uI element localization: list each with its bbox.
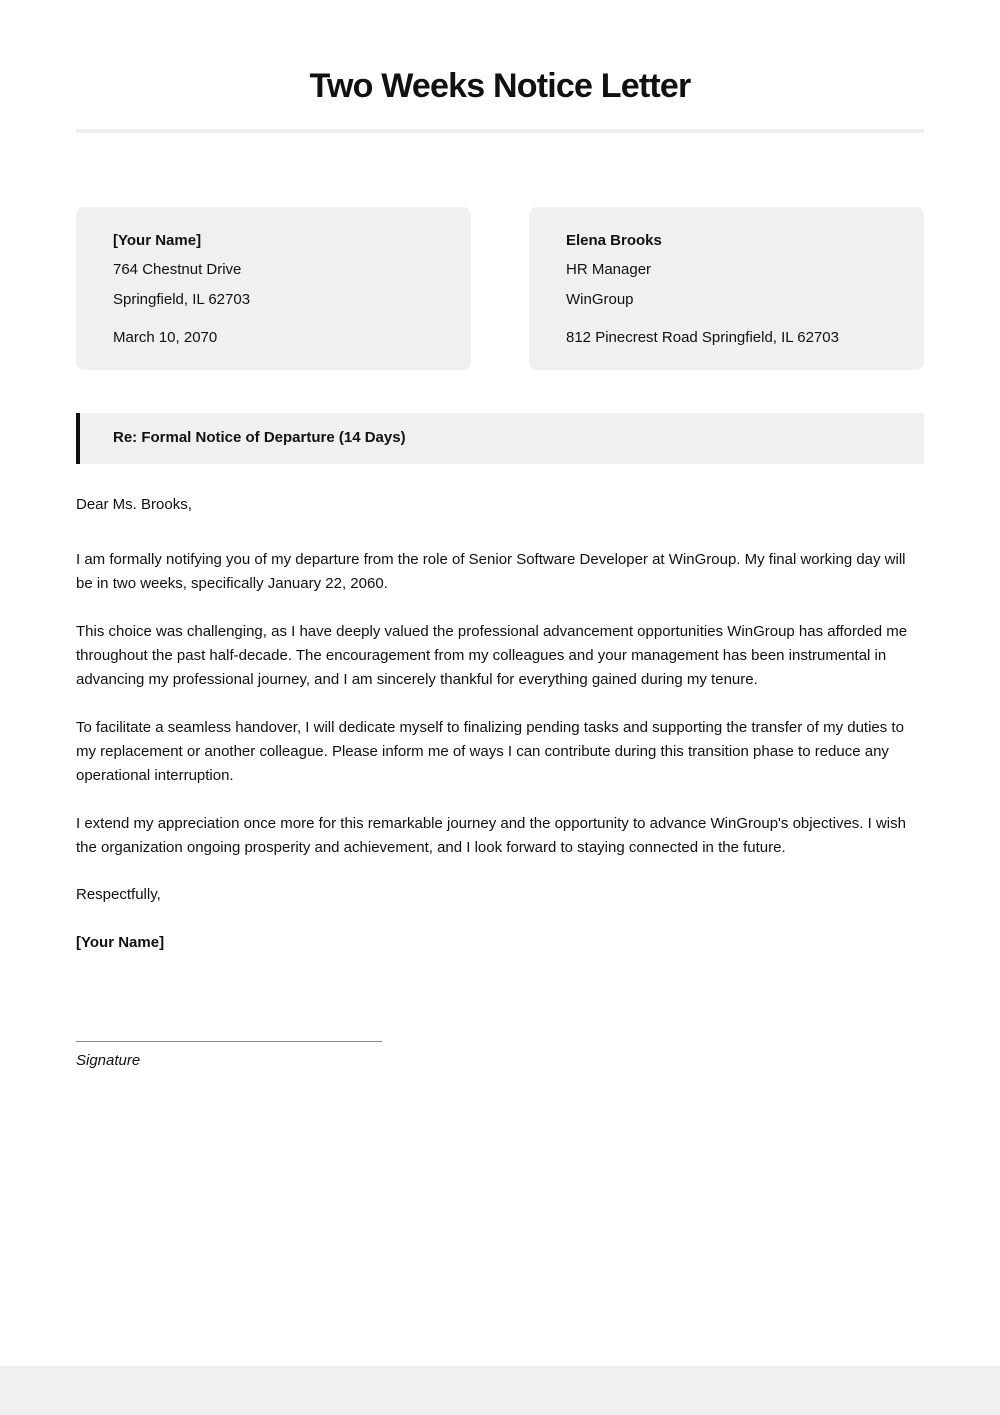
body-paragraph: I am formally notifying you of my departure from the role of Senior Software Developer at WinGroup. My final working day will be in two weeks, specifically January 22, 2060.: [76, 551, 906, 592]
sender-street: 764 Chestnut Drive: [113, 261, 242, 278]
footer-band: [0, 1366, 1000, 1415]
signature-label: Signature: [76, 1052, 141, 1069]
sender-city: Springfield, IL 62703: [113, 291, 251, 308]
body-paragraph: To facilitate a seamless handover, I will dedicate myself to finalizing pending tasks and supporting the transfer of my duties to my replacement or another colleague. Please inform me of ways I can contribute during this transition phase to reduce any operational interruption.: [76, 719, 904, 784]
recipient-info-card: [529, 207, 924, 370]
signature-name: [Your Name]: [76, 934, 165, 951]
body-paragraph: This choice was challenging, as I have deeply valued the professional advancement opportunities WinGroup has afforded me throughout the past half-decade. The encouragement from my colleagues and your management has been instrumental in advancing my professional journey, and I am sincerely thankful for everything gained during my tenure.: [76, 623, 908, 688]
subject-text: Re: Formal Notice of Departure (14 Days): [113, 429, 406, 446]
recipient-name: Elena Brooks: [566, 232, 662, 249]
signature-line: [76, 1041, 382, 1042]
sender-info-card: [76, 207, 471, 370]
body-paragraph: I extend my appreciation once more for this remarkable journey and the opportunity to advance WinGroup's objectives. I wish the organization ongoing prosperity and achievement, and I look forward to staying connected in the future.: [76, 815, 906, 856]
greeting: Dear Ms. Brooks,: [76, 496, 192, 513]
recipient-address: 812 Pinecrest Road Springfield, IL 62703: [566, 329, 839, 346]
recipient-role: HR Manager: [566, 261, 652, 278]
closing: Respectfully,: [76, 886, 161, 903]
sender-name: [Your Name]: [113, 232, 202, 249]
recipient-company: WinGroup: [566, 291, 634, 308]
letter-date: March 10, 2070: [113, 329, 218, 346]
page-title: Two Weeks Notice Letter: [309, 67, 691, 105]
title-divider: [76, 129, 924, 133]
subject-line: [76, 413, 924, 464]
